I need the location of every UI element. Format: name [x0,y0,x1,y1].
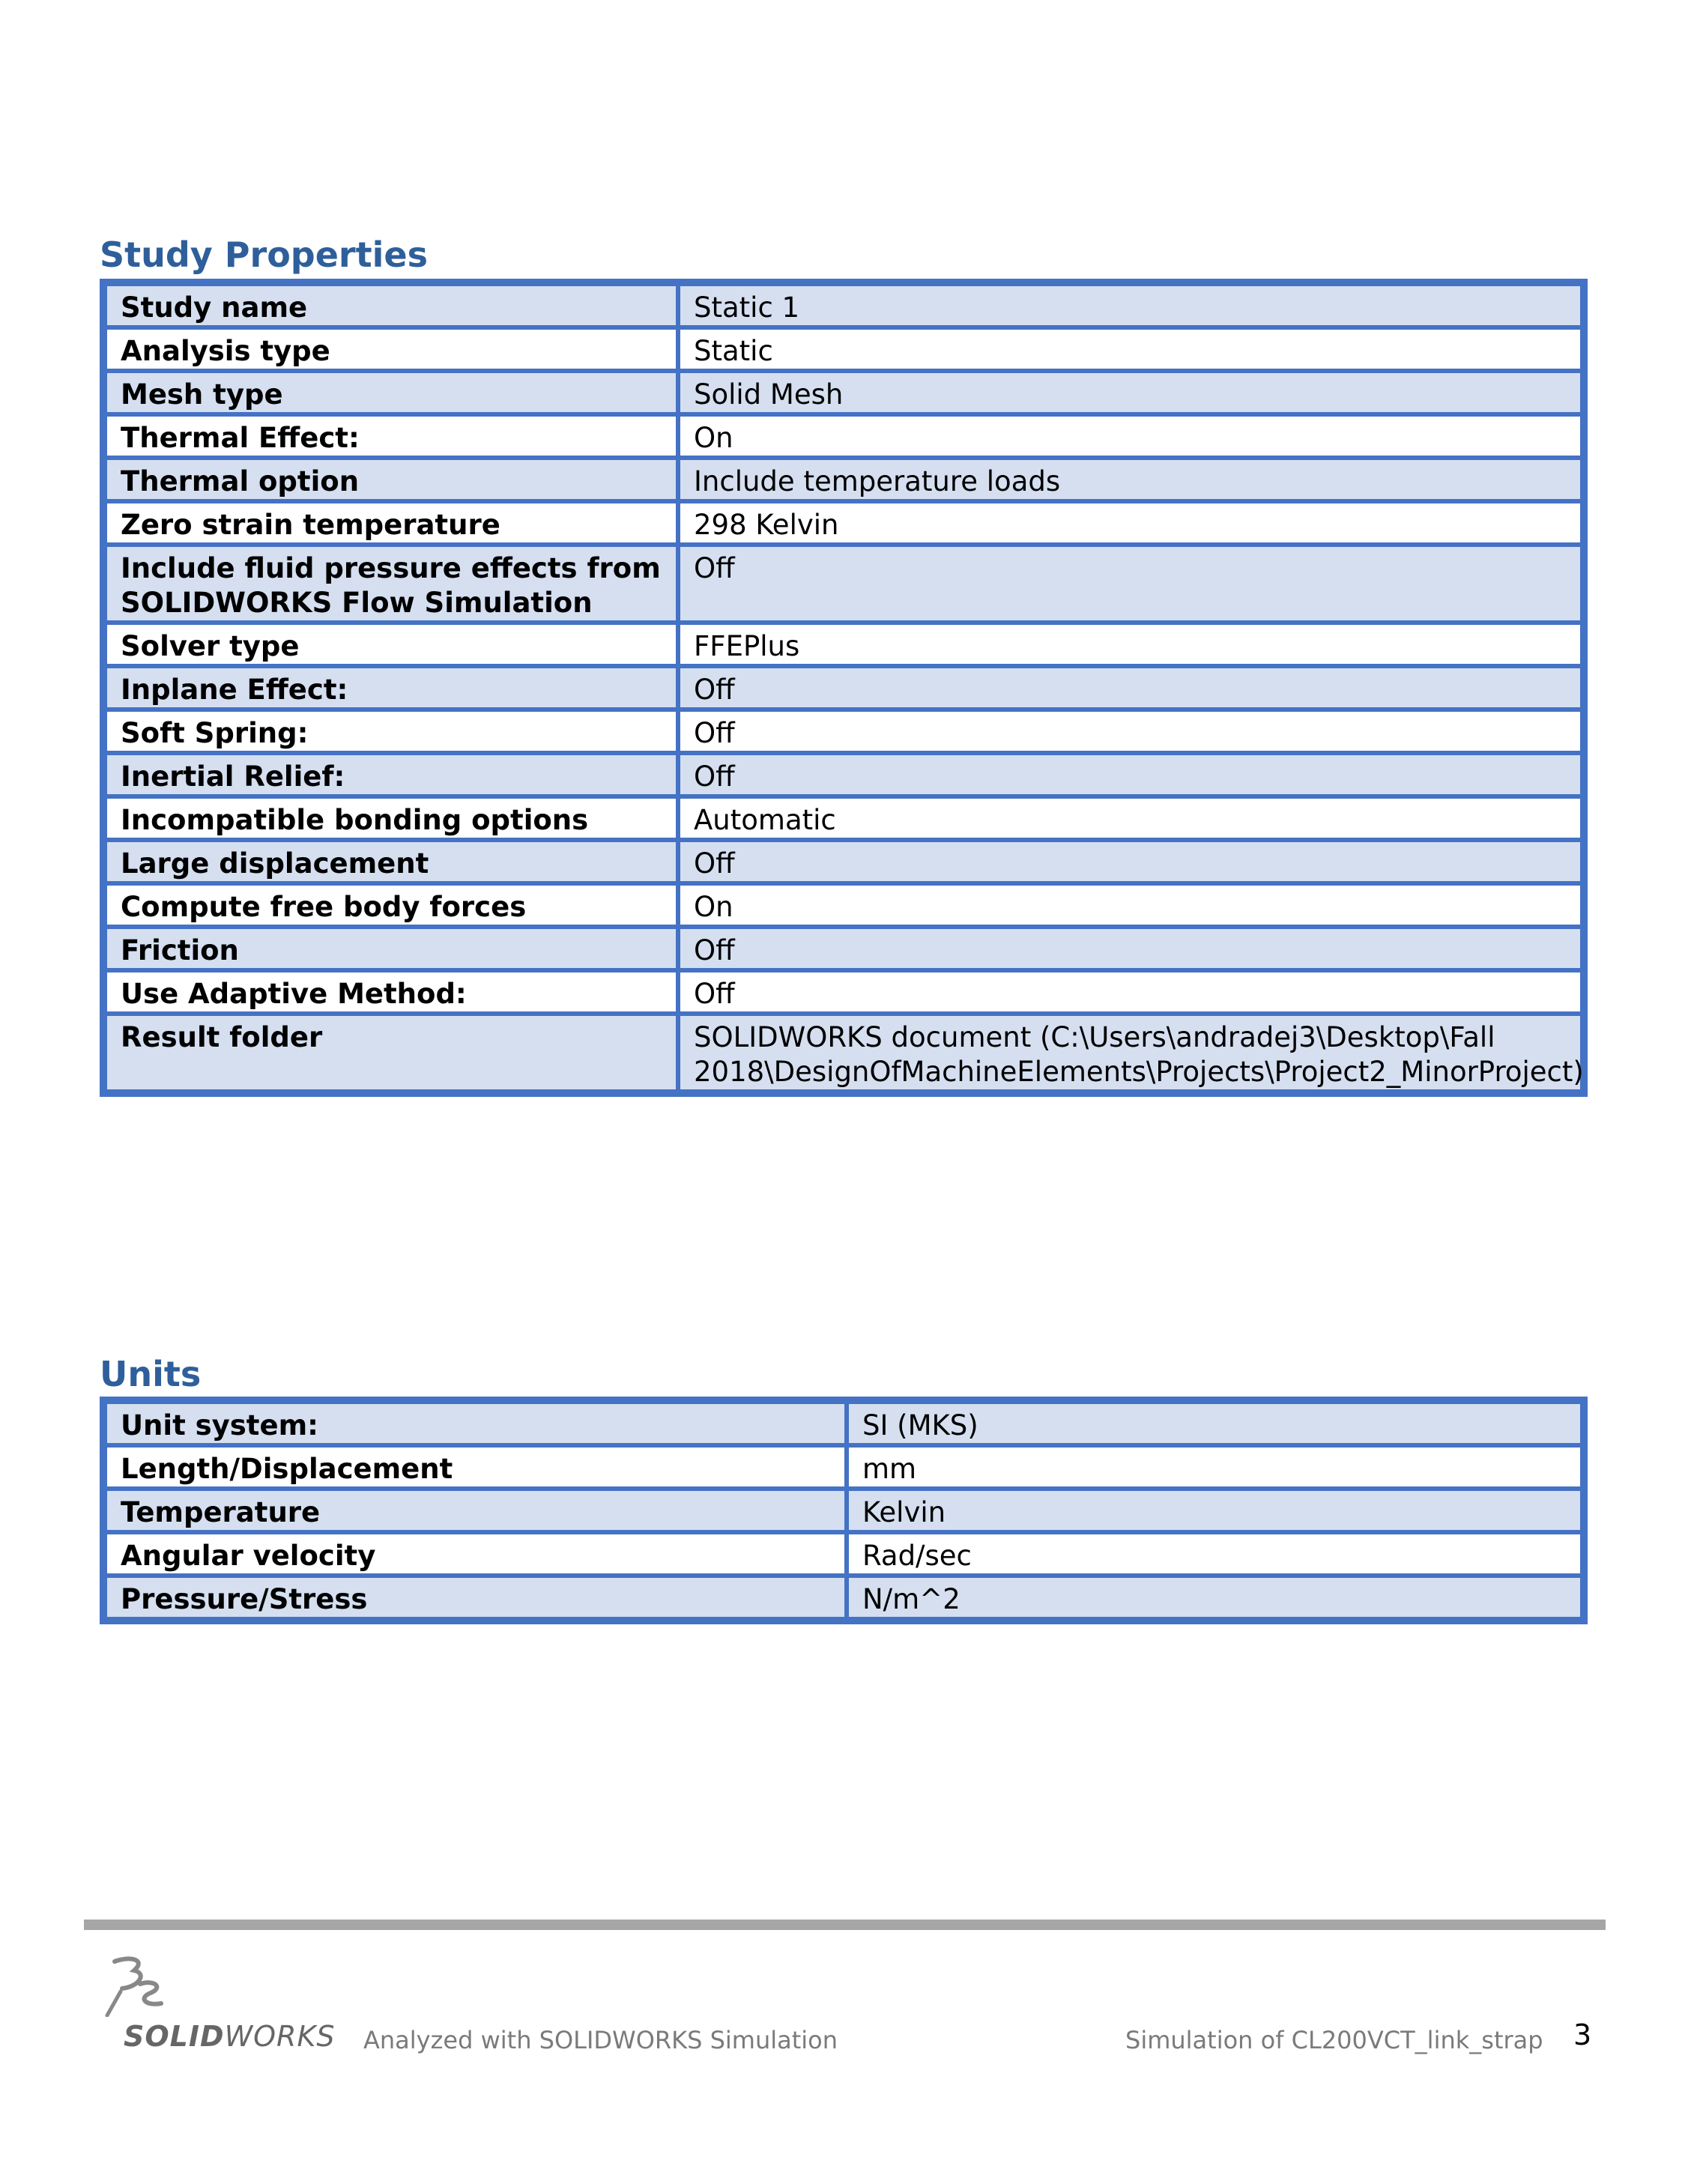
property-label: Inplane Effect: [105,666,678,710]
unit-label: Unit system: [105,1402,847,1445]
property-label: Study name [105,284,678,327]
property-value: 298 Kelvin [678,501,1582,545]
wordmark-bold: SOLID [124,2020,225,2053]
property-value: Off [678,753,1582,796]
property-value: On [678,414,1582,458]
property-label: Zero strain temperature [105,501,678,545]
table-row [105,1576,1582,1619]
table-row [105,371,1582,414]
unit-label: Angular velocity [105,1532,847,1576]
property-value: Off [678,710,1582,753]
footer-divider [84,1920,1606,1930]
unit-value: N/m^2 [847,1576,1582,1619]
3ds-logo-icon [101,1954,169,2017]
property-value: Include temperature loads [678,458,1582,501]
table-row [105,623,1582,666]
property-label: Soft Spring: [105,710,678,753]
page-number: 3 [1573,2018,1592,2051]
solidworks-logo [101,1954,336,2059]
table-row [105,458,1582,501]
property-label: Incompatible bonding options [105,796,678,840]
table-row [105,927,1582,970]
property-value: FFEPlus [678,623,1582,666]
property-label: Solver type [105,623,678,666]
property-label: Large displacement [105,840,678,883]
unit-value: mm [847,1445,1582,1489]
property-value: Off [678,927,1582,970]
property-value: SOLIDWORKS document (C:\Users\andradej3\Desktop\Fall 2018\DesignOfMachineElements\Projects\Project2_MinorProject) [678,1014,1582,1092]
property-label: Inertial Relief: [105,753,678,796]
table-row [105,501,1582,545]
property-label: Result folder [105,1014,678,1092]
units-table [100,1397,1588,1624]
unit-value: Rad/sec [847,1532,1582,1576]
wordmark-rest: WORKS [224,2020,336,2053]
table-row [105,796,1582,840]
table-row [105,883,1582,927]
property-value: Off [678,970,1582,1014]
property-label: Thermal option [105,458,678,501]
study-properties-title: Study Properties [100,235,428,275]
unit-label: Pressure/Stress [105,1576,847,1619]
property-label: Analysis type [105,327,678,371]
table-row [105,840,1582,883]
property-value: Solid Mesh [678,371,1582,414]
table-row [105,414,1582,458]
property-label: Friction [105,927,678,970]
property-label: Thermal Effect: [105,414,678,458]
property-label: Compute free body forces [105,883,678,927]
property-value: Off [678,840,1582,883]
property-label: Mesh type [105,371,678,414]
solidworks-wordmark [124,2020,336,2053]
property-label: Include fluid pressure effects from SOLIDWORKS Flow Simulation [105,545,678,623]
table-row [105,753,1582,796]
property-value: Static 1 [678,284,1582,327]
table-row [105,1014,1582,1092]
property-label: Use Adaptive Method: [105,970,678,1014]
table-row [105,284,1582,327]
table-row [105,710,1582,753]
property-value: Static [678,327,1582,371]
property-value: On [678,883,1582,927]
table-row [105,327,1582,371]
table-row [105,545,1582,623]
unit-label: Length/Displacement [105,1445,847,1489]
unit-value: Kelvin [847,1489,1582,1532]
table-row [105,1445,1582,1489]
property-value: Automatic [678,796,1582,840]
property-value: Off [678,545,1582,623]
study-properties-table [100,279,1588,1097]
footer-analyzed-with: Analyzed with SOLIDWORKS Simulation [363,2026,838,2054]
table-row [105,666,1582,710]
unit-label: Temperature [105,1489,847,1532]
units-title: Units [100,1354,202,1394]
footer-simulation-name: Simulation of CL200VCT_link_strap [1125,2026,1543,2054]
table-row [105,1532,1582,1576]
table-row [105,970,1582,1014]
table-row [105,1402,1582,1445]
table-row [105,1489,1582,1532]
property-value: Off [678,666,1582,710]
unit-value: SI (MKS) [847,1402,1582,1445]
